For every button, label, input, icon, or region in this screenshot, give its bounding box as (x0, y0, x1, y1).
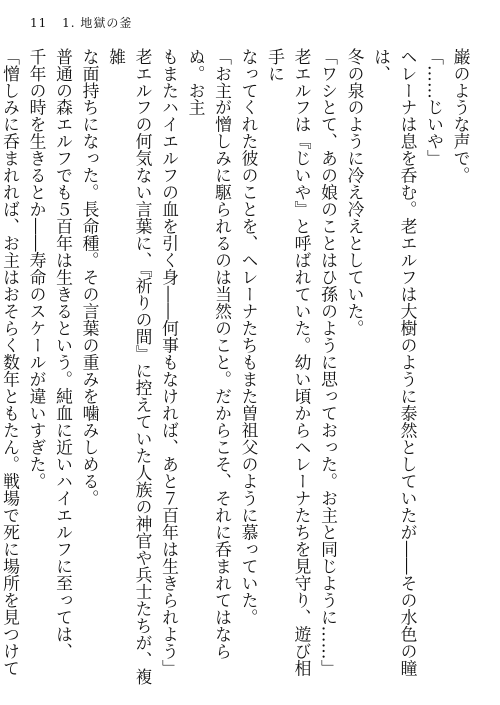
text-line: 千年の時を生きるとか――寿命のスケールが違いすぎた。 (27, 48, 47, 490)
text-line: 普通の森エルフでも５百年は生きるという。純血に近いハイエルフに至っては、 (53, 48, 74, 660)
text-line: な面持ちになった。長命種。その言葉の重みを噛みしめる。 (80, 48, 100, 507)
text-line: 巌のような声で。 (451, 48, 471, 184)
running-head (30, 14, 142, 31)
text-line: 「憎しみに呑まれれば、お主はおそらく数年ともたん。戦場で死に場所を見つけて (0, 48, 21, 677)
text-line: 老エルフの何気ない言葉に、『祈りの間』に控えていた人族の神官や兵士たちが、複雑 (106, 48, 153, 686)
vertical-text-body (0, 48, 474, 688)
text-line: 老エルフは『じいや』と呼ばれていた。幼い頃からヘレーナたちを見守り、遊び相手に (265, 48, 312, 677)
text-line: 「ワシとて、あの娘のことはひ孫のように思っておった。お主と同じように……」 (318, 48, 339, 677)
text-line: 「……じいや」 (424, 48, 445, 167)
text-line: 「お主が憎しみに駆られるのは当然のこと。だからこそ、それに呑まれてはならぬ。お主 (186, 48, 233, 660)
text-line: ヘレーナは息を呑む。老エルフは大樹のように泰然としていたが――その水色の瞳は、 (371, 48, 418, 677)
text-line: なってくれた彼のことを、ヘレーナたちもまた曽祖父のように慕っていた。 (239, 48, 259, 626)
text-line: 冬の泉のように冷え冷えとしていた。 (345, 48, 365, 337)
text-line: もまたハイエルフの血を引く身――何事もなければ、あと７百年は生きられよう」 (159, 48, 180, 677)
page-number: 11 (30, 16, 48, 30)
chapter-title: 1. 地獄の釜 (62, 16, 133, 30)
